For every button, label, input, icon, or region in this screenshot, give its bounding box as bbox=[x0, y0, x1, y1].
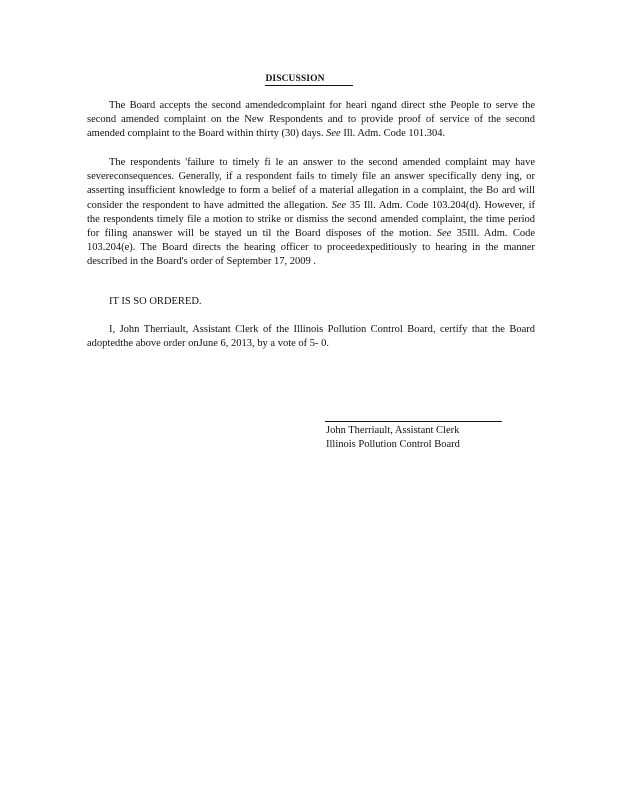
signature-line bbox=[325, 421, 502, 422]
p2-text-c: 35Ill. Adm. Code 103.204(e). The Board directs the hearing officer to proceedexpeditiously to hearing in the manner described in the Board's order of September 17, 2009 . bbox=[87, 228, 536, 268]
paragraph-service bbox=[87, 99, 535, 142]
p1-see: See bbox=[326, 128, 341, 140]
p2-see-1: See bbox=[331, 199, 347, 211]
p1-text-b: Ill. Adm. Code 101.304. bbox=[340, 128, 446, 140]
signature-name: John Therriault, Assistant Clerk bbox=[326, 425, 460, 436]
p2-text-b: 35 Ill. Adm. Code 103.204(d). However, if the respondents timely file a motion to strike or dismiss the second amended complaint, the time period for filing ananswer will be stayed un til the Board disposes of the motion. bbox=[87, 199, 535, 240]
p2-see-2: See bbox=[436, 228, 452, 240]
p4-text: I, John Therriault, Assistant Clerk of the Illinois Pollution Control Board, certify that the Board adoptedthe above order onJune 6, 2013, by a vote of 5- 0. bbox=[87, 324, 535, 350]
paragraph-failure-to-answer bbox=[87, 156, 535, 270]
p2-text-a: The respondents 'failure to timely fi le an answer to the second amended complaint may have severeconsequences. Generally, if a respondent fails to timely file an answer specifically deny ing, or asserting insufficient knowledge to form a belief of a material allegation in a complaint, the Bo ard will consider the respondent to have admitted the allegation. bbox=[87, 157, 535, 211]
heading-text: DISCUSSION bbox=[265, 74, 352, 86]
signature-block bbox=[326, 424, 460, 451]
p3-text: IT IS SO ORDERED. bbox=[109, 296, 202, 307]
section-heading bbox=[0, 74, 618, 86]
paragraph-certification bbox=[87, 323, 535, 351]
p1-text-a: The Board accepts the second amendedcomplaint for heari ngand direct sthe People to serve the second amended complaint on the New Respondents and to provide proof of service of the second amended complaint to the Board within thirty (30) days. bbox=[87, 100, 535, 140]
signature-org: Illinois Pollution Control Board bbox=[326, 438, 460, 450]
paragraph-so-ordered bbox=[87, 295, 535, 309]
